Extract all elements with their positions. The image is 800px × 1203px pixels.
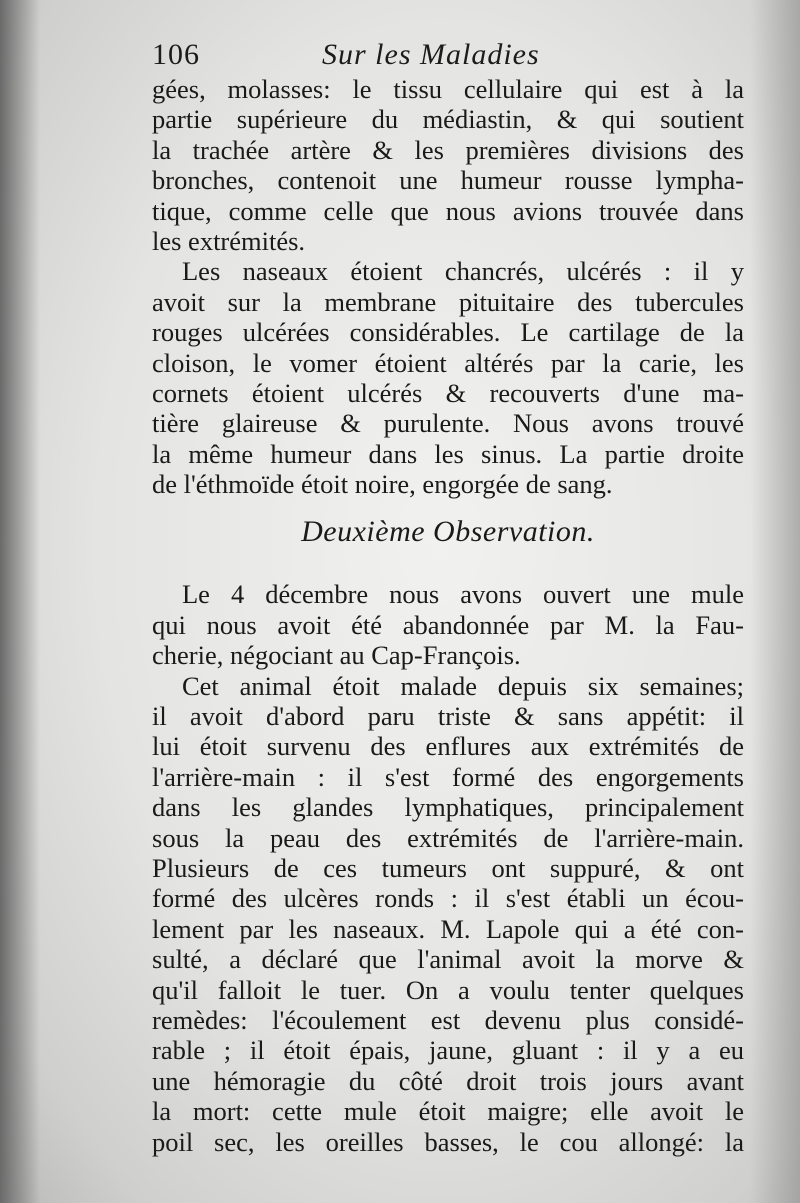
section-heading: Deuxième Observation. xyxy=(301,515,595,549)
paragraph xyxy=(152,256,744,499)
text-line: remèdes: l'écoulement est devenu plus considé- xyxy=(152,1004,744,1035)
text-line: de l'éthmoïde étoit noire, engorgée de sang. xyxy=(152,469,613,500)
text-line: la mort: cette mule étoit maigre; elle avoit le xyxy=(152,1096,744,1127)
binding-shadow xyxy=(0,0,40,1203)
text-line: il avoit d'abord paru triste & sans appétit: il xyxy=(152,701,744,732)
text-line: Le 4 décembre nous avons ouvert une mule xyxy=(182,579,744,610)
text-line: tière glaireuse & purulente. Nous avons trouvé xyxy=(152,408,744,439)
text-line: sulté, a déclaré que l'animal avoit la morve & xyxy=(152,944,744,975)
text-line: avoit sur la membrane pituitaire des tubercules xyxy=(152,286,744,317)
text-line: Plusieurs de ces tumeurs ont suppuré, & ont xyxy=(152,852,744,883)
text-line: rable ; il étoit épais, jaune, gluant : il y a eu xyxy=(152,1035,744,1066)
text-line: qu'il falloit le tuer. On a voulu tenter quelques xyxy=(152,974,744,1005)
text-line: cherie, négociant au Cap-François. xyxy=(152,640,521,671)
text-line: les extrémités. xyxy=(152,225,306,256)
body-text xyxy=(152,74,744,1157)
page-header xyxy=(152,38,744,78)
text-line: tique, comme celle que nous avions trouvée dans xyxy=(152,195,744,226)
text-line: lement par les naseaux. M. Lapole qui a été con- xyxy=(152,913,744,944)
running-head: Sur les Maladies xyxy=(322,38,540,71)
edge-shadow xyxy=(750,0,800,1203)
paragraph xyxy=(152,671,744,1157)
text-line: lui étoit survenu des enflures aux extrémités de xyxy=(152,731,744,762)
paragraph-continuation xyxy=(152,74,744,256)
text-line: rouges ulcérées considérables. Le cartilage de la xyxy=(152,317,744,348)
text-line: gées, molasses: le tissu cellulaire qui est à la xyxy=(152,74,744,104)
text-line: dans les glandes lymphatiques, principalement xyxy=(152,792,744,823)
text-line: la même humeur dans les sinus. La partie droite xyxy=(152,438,744,469)
text-line: formé des ulcères ronds : il s'est établi un écou- xyxy=(152,883,744,914)
text-line: poil sec, les oreilles basses, le cou allongé: la xyxy=(152,1126,744,1157)
page-number: 106 xyxy=(152,38,200,71)
text-line: partie supérieure du médiastin, & qui soutient xyxy=(152,104,744,135)
text-line: Les naseaux étoient chancrés, ulcérés : il y xyxy=(182,256,744,287)
text-line: une hémoragie du côté droit trois jours avant xyxy=(152,1065,744,1096)
text-line: Cet animal étoit malade depuis six semaines; xyxy=(182,670,744,701)
text-line: qui nous avoit été abandonnée par M. la Fau- xyxy=(152,609,744,640)
text-line: la trachée artère & les premières divisions des xyxy=(152,134,744,165)
text-line: l'arrière-main : il s'est formé des engorgements xyxy=(152,761,744,792)
text-line: sous la peau des extrémités de l'arrière-main. xyxy=(152,822,744,853)
text-line: cornets étoient ulcérés & recouverts d'une ma- xyxy=(152,377,744,408)
text-line: bronches, contenoit une humeur rousse lympha- xyxy=(152,165,744,196)
text-line: cloison, le vomer étoient altérés par la carie, les xyxy=(152,347,744,378)
paragraph xyxy=(152,579,744,670)
